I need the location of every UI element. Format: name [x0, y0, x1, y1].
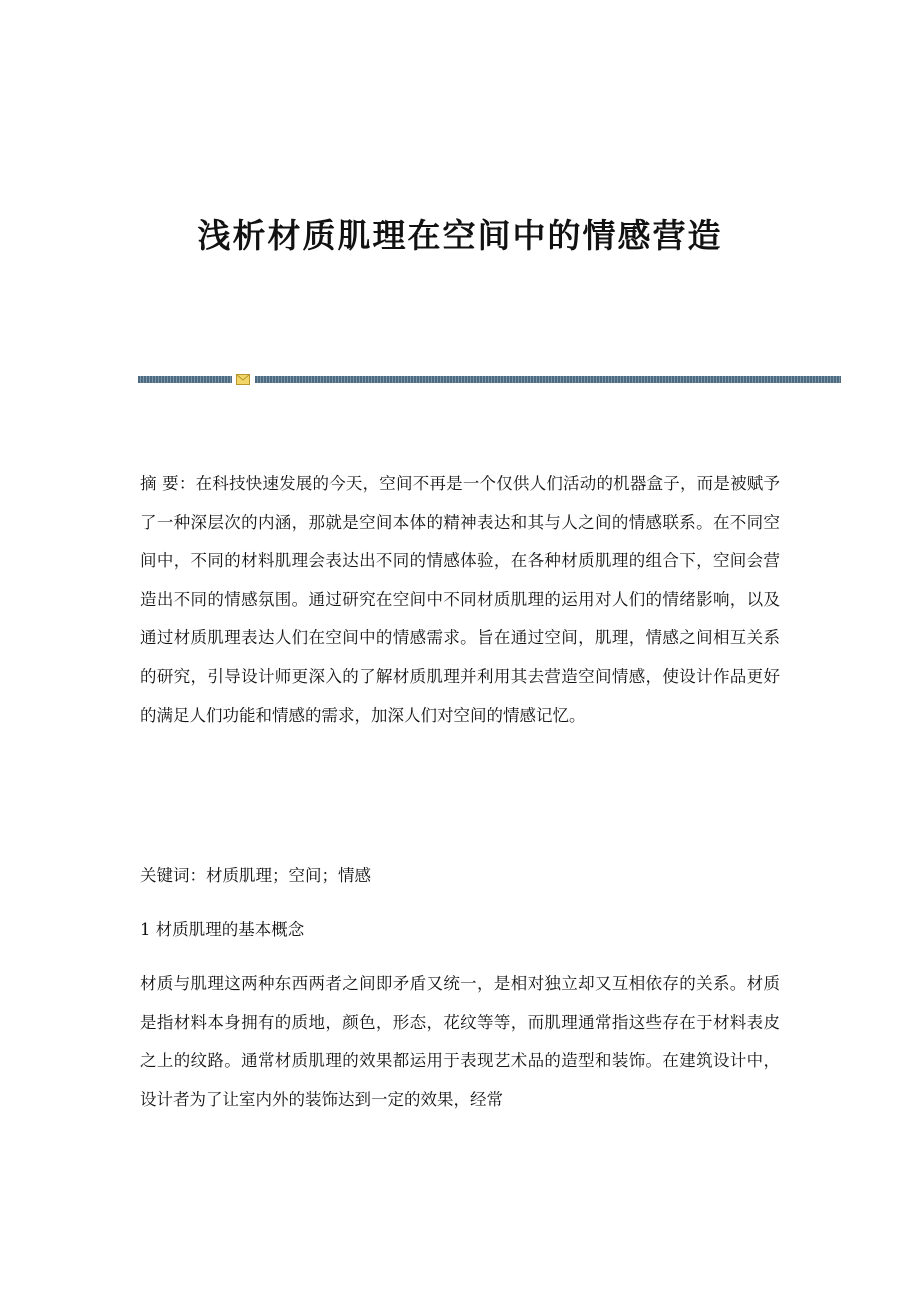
- envelope-icon: [236, 374, 250, 385]
- title-divider: [138, 374, 841, 386]
- abstract-text: 在科技快速发展的今天，空间不再是一个仅供人们活动的机器盒子，而是被赋予了一种深层次的内涵，那就是空间本体的精神表达和其与人之间的情感联系。在不同空间中，不同的材料肌理会表达出不同的情感体验，在各种材质肌理的组合下，空间会营造出不同的情感氛围。通过研究在空间中不同材质肌理的运用对人们的情绪影响，以及通过材质肌理表达人们在空间中的情感需求。旨在通过空间，肌理，情感之间相互关系的研究，引导设计师更深入的了解材质肌理并利用其去营造空间情感，使设计作品更好的满足人们功能和情感的需求，加深人们对空间的情感记忆。: [140, 474, 780, 725]
- keywords-line: [140, 857, 780, 896]
- keywords-label: 关键词：: [140, 866, 206, 885]
- section-heading: 1 材质肌理的基本概念: [140, 920, 305, 939]
- section-paragraph: 材质与肌理这两种东西两者之间即矛盾又统一，是相对独立却又互相依存的关系。材质是指材料本身拥有的质地，颜色，形态，花纹等等，而肌理通常指这些存在于材料表皮之上的纹路。通常材质肌理的效果都运用于表现艺术品的造型和装饰。在建筑设计中，设计者为了让室内外的装饰达到一定的效果，经常: [140, 974, 780, 1109]
- abstract-paragraph: [140, 465, 780, 735]
- divider-bar-right: [255, 376, 841, 383]
- abstract-label: 摘 要：: [140, 474, 196, 493]
- keywords-text: 材质肌理；空间；情感: [206, 866, 371, 885]
- document-title: 浅析材质肌理在空间中的情感营造: [197, 216, 723, 255]
- divider-bar-left: [138, 376, 232, 383]
